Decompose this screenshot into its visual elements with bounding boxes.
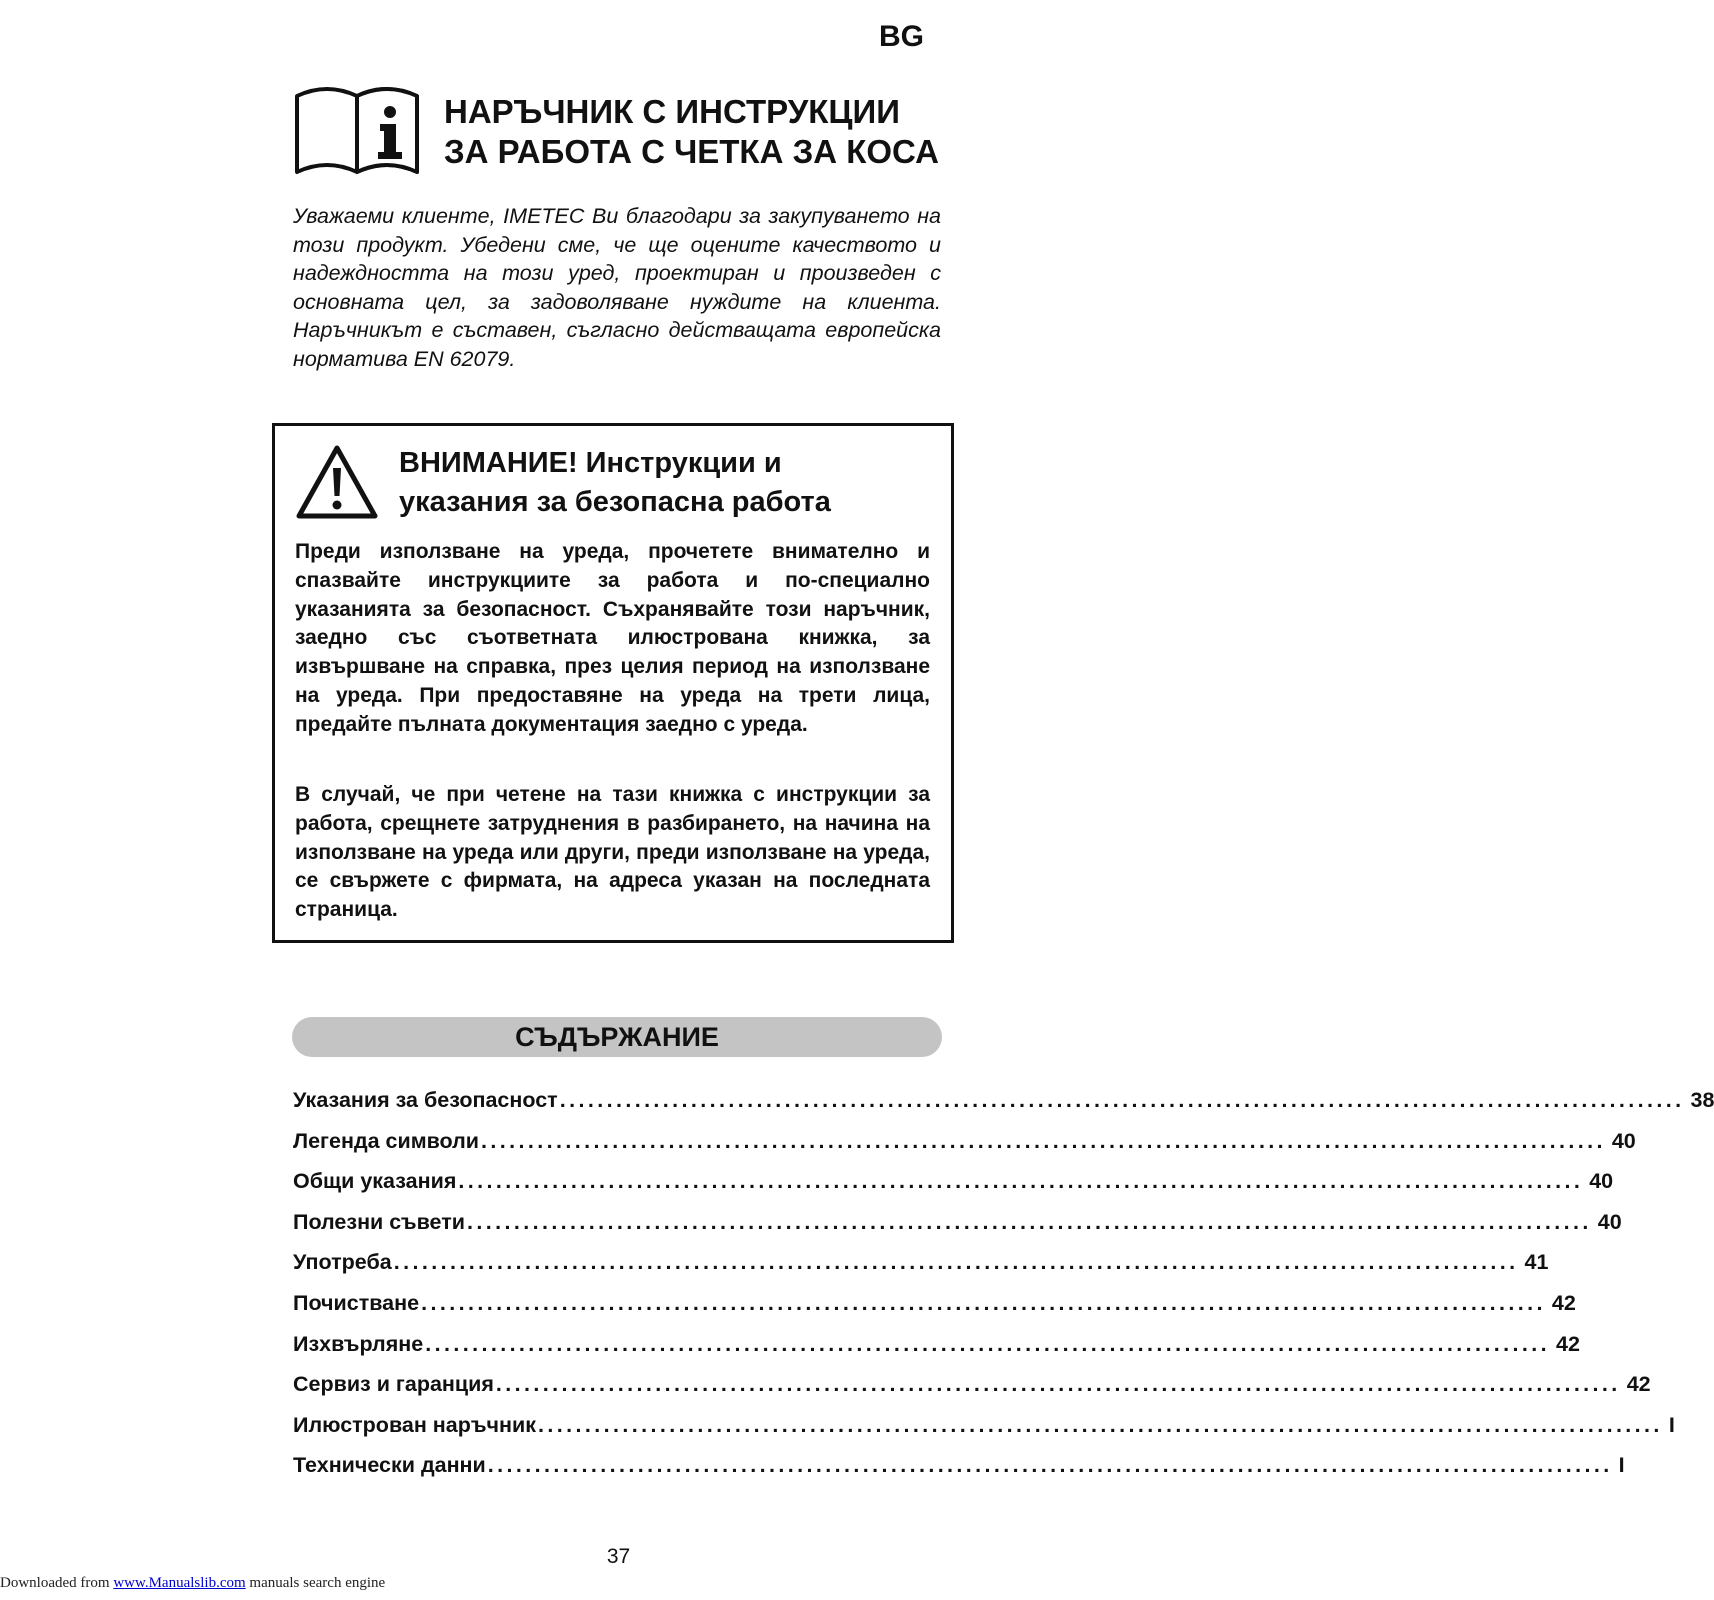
toc-leader-dots: ........................................................................................................................	[559, 1088, 1685, 1112]
table-of-contents	[293, 1088, 1714, 1494]
toc-item-page: 42	[1556, 1331, 1580, 1356]
page-number: 37	[606, 1545, 631, 1568]
toc-leader-dots: ........................................................................................................................	[425, 1331, 1551, 1356]
toc-item-label: Изхвърляне	[293, 1331, 424, 1356]
toc-item-page: 40	[1589, 1169, 1614, 1194]
toc-item-page: I	[1668, 1412, 1675, 1437]
warning-triangle-icon	[295, 444, 379, 520]
toc-item-label: Илюстрован наръчник	[293, 1412, 536, 1437]
toc-item-label: Почистване	[293, 1290, 420, 1315]
toc-item-label: Сервиз и гаранция	[293, 1372, 494, 1397]
toc-item-label: Употреба	[293, 1250, 392, 1275]
warning-paragraph-2: В случай, че при четене на тази книжка с инструкции за работа, срещнете затруднения в разбирането, на начина на използване на уреда или други, преди използване на уреда, се свържете с фирмата, на адреса указан на последната страница.	[295, 783, 930, 922]
toc-item-page: 42	[1626, 1372, 1651, 1397]
toc-item[interactable]	[293, 1412, 1675, 1454]
toc-item[interactable]	[293, 1088, 1714, 1129]
intro-paragraph: Уважаеми клиенте, IMETEC Ви благодари за закупуването на този продукт. Убедени сме, че ще оцените качеството и надеждността на този уред, проектиран и произведен с основната цел, за задоволяване нуждите на клиента. Наръчникът е съставен, съгласно действащата европейска норматива EN 62079.	[293, 204, 941, 371]
toc-item-label: Технически данни	[293, 1453, 486, 1478]
toc-item[interactable]	[293, 1331, 1580, 1373]
toc-leader-dots: ........................................................................................................................	[495, 1372, 1621, 1397]
info-book-icon	[292, 86, 422, 176]
toc-item-label: Общи указания	[293, 1169, 457, 1194]
toc-item-label: Легенда символи	[293, 1128, 480, 1153]
toc-header: СЪДЪРЖАНИЕ	[292, 1017, 942, 1057]
warning-title-line-1: ВНИМАНИЕ! Инструкции и	[399, 447, 782, 479]
toc-item-page: I	[1618, 1453, 1625, 1478]
manual-title-block	[292, 86, 942, 176]
toc-leader-dots: ........................................................................................................................	[393, 1250, 1519, 1275]
warning-title	[399, 444, 831, 522]
toc-item-label: Указания за безопасност	[293, 1088, 558, 1112]
toc-leader-dots: ........................................................................................................................	[487, 1453, 1613, 1478]
toc-item-page: 42	[1551, 1290, 1576, 1315]
toc-leader-dots: ........................................................................................................................	[466, 1209, 1592, 1234]
manual-title	[444, 92, 939, 172]
manualslib-link[interactable]: www.Manualslib.com	[113, 1575, 246, 1591]
toc-leader-dots: ........................................................................................................................	[538, 1412, 1663, 1437]
toc-item[interactable]	[293, 1250, 1549, 1291]
footer-suffix: manuals search engine	[245, 1575, 386, 1591]
toc-leader-dots: ........................................................................................................................	[458, 1169, 1584, 1194]
safety-warning-box	[272, 423, 954, 943]
toc-item[interactable]	[293, 1453, 1625, 1494]
warning-paragraph-1: Преди използване на уреда, прочетете внимателно и спазвайте инструкциите за работа и по-специално указанията за безопасност. Съхранявайте този наръчник, заедно със съответната илюстрована книжка, за извършване на справка, през целия период на използване на уреда. При предоставяне на уреда на трети лица, предайте пълната документация заедно с уреда.	[295, 540, 930, 736]
download-footer	[0, 1575, 385, 1592]
toc-item-page: 41	[1524, 1250, 1549, 1275]
toc-item-label: Полезни съвети	[293, 1209, 465, 1234]
warning-title-line-2: указания за безопасна работа	[399, 486, 831, 518]
toc-item-page: 40	[1611, 1128, 1636, 1153]
toc-leader-dots: ........................................................................................................................	[421, 1290, 1546, 1315]
manual-title-line-1: НАРЪЧНИК С ИНСТРУКЦИИ	[444, 93, 900, 130]
language-code: BG	[879, 20, 924, 53]
toc-item-page: 40	[1597, 1209, 1622, 1234]
toc-item[interactable]	[293, 1209, 1622, 1251]
toc-leader-dots: ........................................................................................................................	[481, 1128, 1606, 1153]
toc-item[interactable]	[293, 1169, 1614, 1210]
toc-item-page: 38	[1690, 1088, 1714, 1112]
manual-title-line-2: ЗА РАБОТА С ЧЕТКА ЗА КОСА	[444, 133, 939, 170]
toc-item[interactable]	[293, 1128, 1636, 1170]
toc-item[interactable]	[293, 1290, 1576, 1332]
toc-item[interactable]	[293, 1372, 1651, 1413]
footer-prefix: Downloaded from	[0, 1575, 114, 1591]
